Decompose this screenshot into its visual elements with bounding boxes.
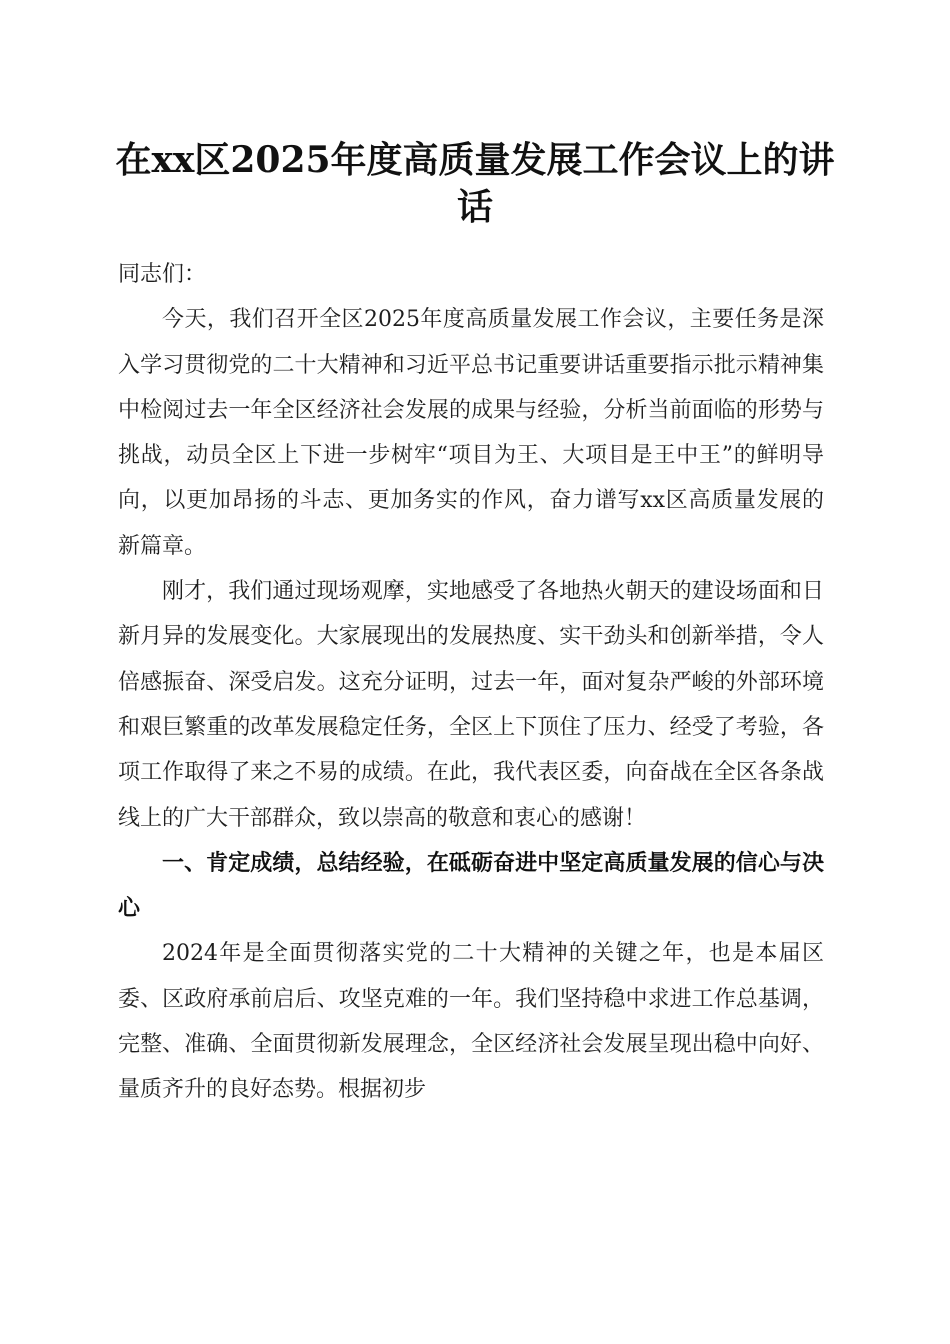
paragraph-section-one: 2024年是全面贯彻落实党的二十大精神的关键之年，也是本届区委、区政府承前启后、攻坚克难的一年。我们坚持稳中求进工作总基调，完整、准确、全面贯彻新发展理念，全区经济社会发展呈现出稳中向好、量质齐升的良好态势。根据初步 — [118, 941, 824, 1103]
paragraph-opening: 今天，我们召开全区2025年度高质量发展工作会议，主要任务是深入学习贯彻党的二十大精神和习近平总书记重要讲话重要指示批示精神集中检阅过去一年全区经济社会发展的成果与经验，分析当前面临的形势与挑战，动员全区上下进一步树牢“项目为王、大项目是王中王”的鲜明导向，以更加昂扬的斗志、更加务实的作风，奋力谱写xx区高质量发展的新篇章。 — [118, 307, 824, 559]
salutation: 同志们： — [118, 262, 207, 287]
document-title: 在xx区2025年度高质量发展工作会议上的讲话 — [115, 139, 835, 228]
section-heading: 一、肯定成绩，总结经验，在砥砺奋进中坚定高质量发展的信心与决心 — [118, 850, 824, 922]
paragraph-achievements: 刚才，我们通过现场观摩，实地感受了各地热火朝天的建设场面和日新月异的发展变化。大家展现出的发展热度、实干劲头和创新举措，令人倍感振奋、深受启发。这充分证明，过去一年，面对复杂严峻的外部环境和艰巨繁重的改革发展稳定任务，全区上下顶住了压力、经受了考验，各项工作取得了来之不易的成绩。在此，我代表区委，向奋战在全区各条战线上的广大干部群众，致以崇高的敬意和衷心的感谢！ — [118, 579, 824, 831]
document-body — [118, 252, 824, 1113]
